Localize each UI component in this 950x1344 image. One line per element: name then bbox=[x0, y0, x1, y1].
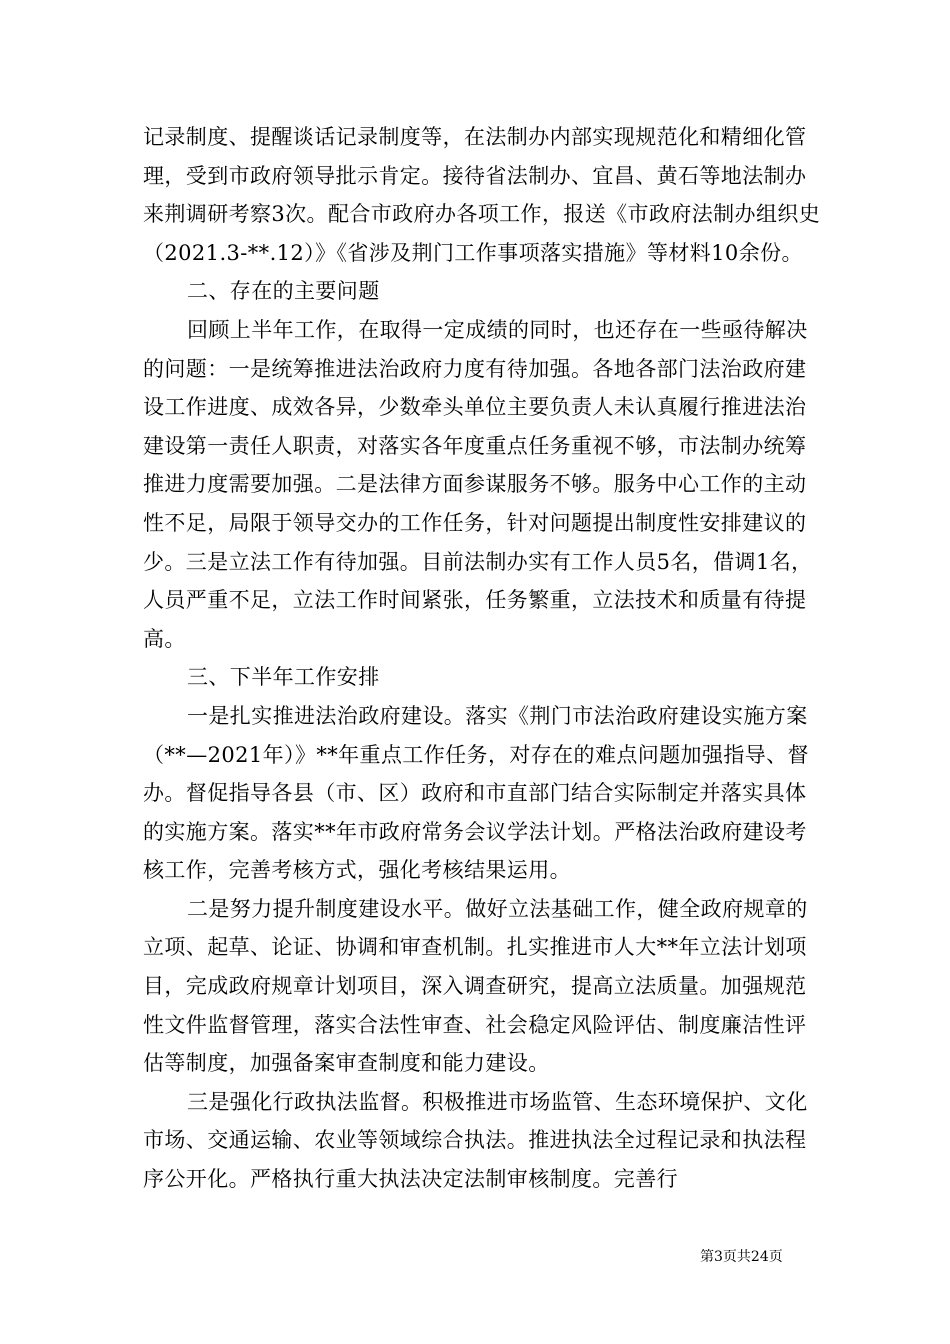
paragraph-plan-3: 三是强化行政执法监督。积极推进市场监管、生态环境保护、文化市场、交通运输、农业等领域综合执法。推进执法全过程记录和执法程序公开化。严格执行重大执法决定法制审核制度。完善行 bbox=[143, 1089, 808, 1192]
paragraph-continuation: 记录制度、提醒谈话记录制度等，在法制办内部实现规范化和精细化管理，受到市政府领导批示肯定。接待省法制办、宜昌、黄石等地法制办来荆调研考察3次。配合市政府办各项工作，报送《市政府法制办组织史（2021.3-**.12）》《省涉及荆门工作事项落实措施》等材料10余份。 bbox=[143, 125, 821, 265]
paragraph-plan-1: 一是扎实推进法治政府建设。落实《荆门市法治政府建设实施方案（**—2021年）》**年重点工作任务，对存在的难点问题加强指导、督办。督促指导各县（市、区）政府和市直部门结合实际制定并落实具体的实施方案。落实**年市政府常务会议学法计划。严格法治政府建设考核工作，完善考核方式，强化考核结果运用。 bbox=[143, 703, 809, 883]
page-number: 第3页共24页 bbox=[700, 1249, 783, 1265]
paragraph-problems: 回顾上半年工作，在取得一定成绩的同时，也还存在一些亟待解决的问题：一是统筹推进法治政府力度有待加强。各地各部门法治政府建设工作进度、成效各异，少数牵头单位主要负责人未认真履行推进法治建设第一责任人职责，对落实各年度重点任务重视不够，市法制办统筹推进力度需要加强。二是法律方面参谋服务不够。服务中心工作的主动性不足，局限于领导交办的工作任务，针对问题提出制度性安排建议的少。三是立法工作有待加强。目前法制办实有工作人员5名，借调1名，人员严重不足，立法工作时间紧张，任务繁重，立法技术和质量有待提高。 bbox=[143, 317, 813, 651]
paragraph-plan-2: 二是努力提升制度建设水平。做好立法基础工作，健全政府规章的立项、起草、论证、协调和审查机制。扎实推进市人大**年立法计划项目，完成政府规章计划项目，深入调查研究，提高立法质量。加强规范性文件监督管理，落实合法性审查、社会稳定风险评估、制度廉洁性评估等制度，加强备案审查制度和能力建设。 bbox=[143, 896, 808, 1076]
section-heading-plan: 三、下半年工作安排 bbox=[187, 665, 380, 690]
document-body bbox=[143, 118, 825, 1199]
section-heading-problems: 二、存在的主要问题 bbox=[187, 279, 380, 304]
